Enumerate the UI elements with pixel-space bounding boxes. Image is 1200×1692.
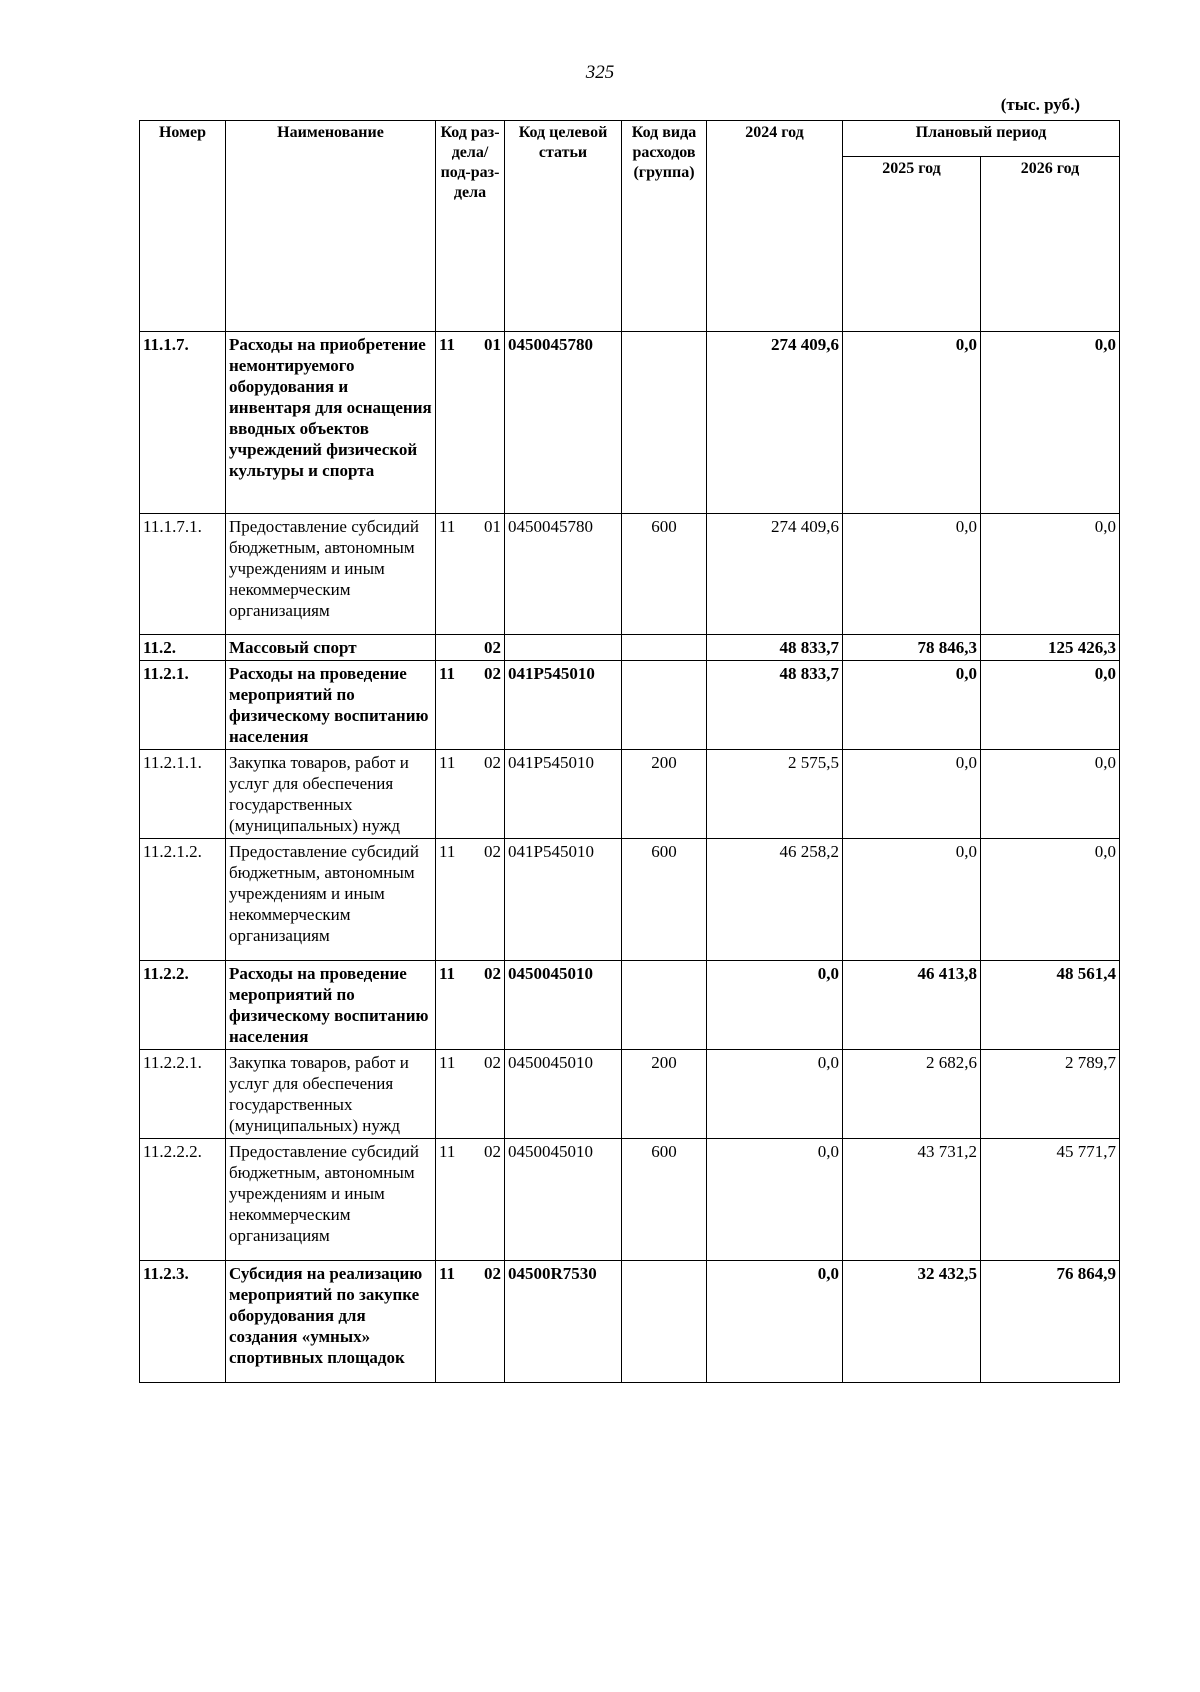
table-row [140, 1050, 1120, 1139]
header-target-code: Код целевой статьи [505, 121, 622, 332]
row-section-code [436, 839, 505, 961]
row-name: Предоставление субсидий бюджетным, автономным учреждениям и иным некоммерческим организациям [226, 1139, 436, 1261]
header-year-2025: 2025 год [843, 157, 981, 332]
row-expense-type: 600 [622, 839, 707, 961]
row-podrazdel: 02 [484, 664, 501, 683]
table-row [140, 332, 1120, 514]
row-amount-2025: 0,0 [843, 750, 981, 839]
row-amount-2025: 0,0 [843, 661, 981, 750]
row-name: Расходы на приобретение немонтируемого оборудования и инвентаря для оснащения вводных объектов учреждений физической культуры и спорта [226, 332, 436, 514]
row-amount-2026: 125 426,3 [981, 635, 1120, 661]
row-target-code: 0450045010 [505, 961, 622, 1050]
row-amount-2024: 2 575,5 [707, 750, 843, 839]
row-amount-2026: 0,0 [981, 514, 1120, 635]
header-section-code: Код раз-дела/ под-раз-дела [436, 121, 505, 332]
row-razdel: 11 [439, 842, 456, 861]
row-expense-type: 600 [622, 514, 707, 635]
row-target-code: 0450045010 [505, 1139, 622, 1261]
row-name: Расходы на проведение мероприятий по физическому воспитанию населения [226, 661, 436, 750]
row-number: 11.2.2.1. [140, 1050, 226, 1139]
row-amount-2025: 46 413,8 [843, 961, 981, 1050]
row-number: 11.2. [140, 635, 226, 661]
row-name: Субсидия на реализацию мероприятий по закупке оборудования для создания «умных» спортивных площадок [226, 1261, 436, 1383]
row-amount-2024: 48 833,7 [707, 635, 843, 661]
row-target-code: 041P545010 [505, 750, 622, 839]
row-target-code: 041P545010 [505, 839, 622, 961]
row-razdel: 11 [439, 517, 456, 536]
table-row [140, 750, 1120, 839]
header-year-2024: 2024 год [707, 121, 843, 332]
row-number: 11.2.1. [140, 661, 226, 750]
row-amount-2024: 0,0 [707, 1050, 843, 1139]
row-amount-2025: 0,0 [843, 839, 981, 961]
table-row [140, 514, 1120, 635]
row-target-code: 0450045780 [505, 332, 622, 514]
row-razdel: 11 [439, 1142, 456, 1161]
row-amount-2026: 0,0 [981, 332, 1120, 514]
table-row [140, 961, 1120, 1050]
row-amount-2024: 46 258,2 [707, 839, 843, 961]
row-amount-2024: 0,0 [707, 1261, 843, 1383]
row-amount-2025: 2 682,6 [843, 1050, 981, 1139]
row-target-code: 0450045010 [505, 1050, 622, 1139]
row-section-code [436, 514, 505, 635]
row-name: Закупка товаров, работ и услуг для обеспечения государственных (муниципальных) нужд [226, 1050, 436, 1139]
row-razdel: 11 [439, 664, 456, 683]
row-podrazdel: 02 [484, 638, 501, 657]
row-section-code [436, 332, 505, 514]
row-number: 11.2.1.2. [140, 839, 226, 961]
row-expense-type [622, 961, 707, 1050]
row-target-code [505, 635, 622, 661]
row-amount-2026: 2 789,7 [981, 1050, 1120, 1139]
row-number: 11.2.3. [140, 1261, 226, 1383]
row-expense-type: 200 [622, 750, 707, 839]
row-amount-2024: 274 409,6 [707, 514, 843, 635]
row-expense-type: 200 [622, 1050, 707, 1139]
row-amount-2024: 0,0 [707, 1139, 843, 1261]
row-target-code: 041P545010 [505, 661, 622, 750]
row-amount-2026: 0,0 [981, 839, 1120, 961]
row-section-code [436, 661, 505, 750]
row-razdel: 11 [439, 753, 456, 772]
header-number: Номер [140, 121, 226, 332]
row-podrazdel: 01 [484, 335, 501, 354]
row-amount-2025: 43 731,2 [843, 1139, 981, 1261]
table-row [140, 1139, 1120, 1261]
row-amount-2024: 274 409,6 [707, 332, 843, 514]
row-name: Массовый спорт [226, 635, 436, 661]
row-section-code [436, 1261, 505, 1383]
row-number: 11.1.7. [140, 332, 226, 514]
units-label: (тыс. руб.) [1000, 95, 1080, 114]
budget-table [139, 120, 1120, 1383]
row-amount-2026: 45 771,7 [981, 1139, 1120, 1261]
row-amount-2026: 76 864,9 [981, 1261, 1120, 1383]
row-podrazdel: 02 [484, 1264, 501, 1283]
row-amount-2025: 32 432,5 [843, 1261, 981, 1383]
table-body [140, 332, 1120, 1383]
row-expense-type [622, 1261, 707, 1383]
row-amount-2024: 0,0 [707, 961, 843, 1050]
row-expense-type [622, 635, 707, 661]
row-section-code [436, 750, 505, 839]
row-section-code [436, 961, 505, 1050]
header-name: Наименование [226, 121, 436, 332]
row-section-code [436, 635, 505, 661]
row-amount-2024: 48 833,7 [707, 661, 843, 750]
row-name: Расходы на проведение мероприятий по физическому воспитанию населения [226, 961, 436, 1050]
row-razdel: 11 [439, 335, 456, 354]
row-section-code [436, 1139, 505, 1261]
table-row [140, 839, 1120, 961]
header-year-2026: 2026 год [981, 157, 1120, 332]
header-expense-type-code: Код вида расходов (группа) [622, 121, 707, 332]
row-expense-type: 600 [622, 1139, 707, 1261]
row-expense-type [622, 332, 707, 514]
row-podrazdel: 02 [484, 753, 501, 772]
row-amount-2025: 78 846,3 [843, 635, 981, 661]
table-row [140, 635, 1120, 661]
table-row [140, 1261, 1120, 1383]
row-razdel: 11 [439, 1264, 456, 1283]
row-number: 11.2.2. [140, 961, 226, 1050]
row-podrazdel: 02 [484, 1142, 501, 1161]
row-target-code: 0450045780 [505, 514, 622, 635]
row-expense-type [622, 661, 707, 750]
table-row [140, 661, 1120, 750]
row-podrazdel: 02 [484, 842, 501, 861]
header-plan-period: Плановый период [843, 121, 1120, 157]
row-amount-2026: 48 561,4 [981, 961, 1120, 1050]
row-section-code [436, 1050, 505, 1139]
row-number: 11.1.7.1. [140, 514, 226, 635]
row-podrazdel: 01 [484, 517, 501, 536]
row-name: Предоставление субсидий бюджетным, автономным учреждениям и иным некоммерческим организациям [226, 839, 436, 961]
row-razdel: 11 [439, 1053, 456, 1072]
row-name: Закупка товаров, работ и услуг для обеспечения государственных (муниципальных) нужд [226, 750, 436, 839]
row-amount-2025: 0,0 [843, 332, 981, 514]
page-number: 325 [585, 62, 615, 83]
row-name: Предоставление субсидий бюджетным, автономным учреждениям и иным некоммерческим организациям [226, 514, 436, 635]
row-amount-2026: 0,0 [981, 750, 1120, 839]
row-amount-2026: 0,0 [981, 661, 1120, 750]
row-number: 11.2.2.2. [140, 1139, 226, 1261]
row-amount-2025: 0,0 [843, 514, 981, 635]
row-podrazdel: 02 [484, 1053, 501, 1072]
row-number: 11.2.1.1. [140, 750, 226, 839]
row-razdel: 11 [439, 964, 456, 983]
row-podrazdel: 02 [484, 964, 501, 983]
row-target-code: 04500R7530 [505, 1261, 622, 1383]
